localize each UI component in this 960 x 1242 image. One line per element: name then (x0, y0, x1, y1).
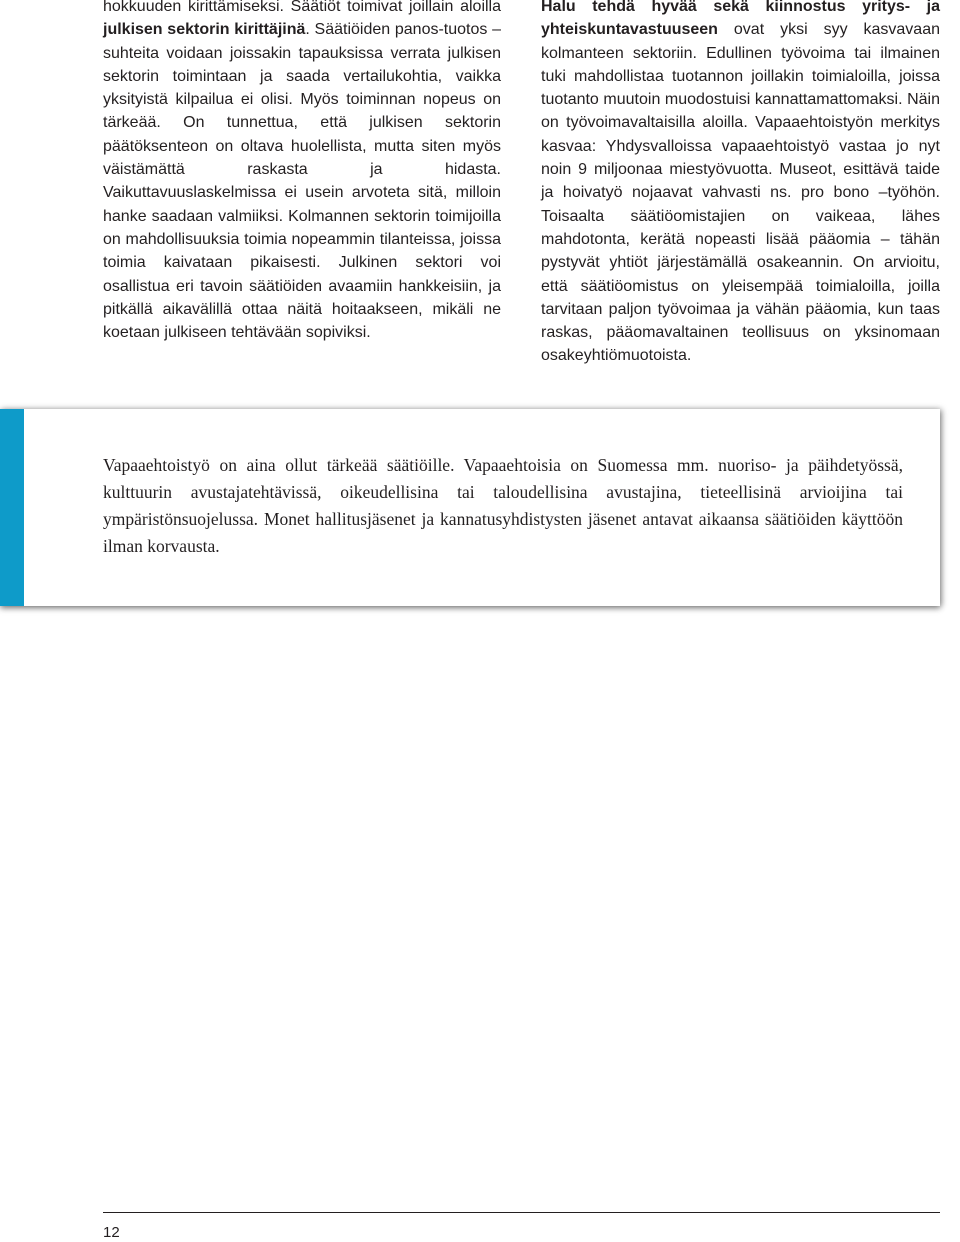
page-number: 12 (103, 1224, 120, 1241)
callout-text: Vapaaehtoistyö on aina ollut tärkeää säätiöille. Vapaaehtoisia on Suomessa mm. nuoriso- ja päihdetyössä, kulttuurin avustajatehtävissä, oikeudellisina tai taloudellisina avustajina, tieteellisinä arvioijina tai ympäristönsuojelussa. Monet hallitusjäsenet ja kannatusyhdistysten jäsenet antavat aikaansa säätiöiden käyttöön ilman korvausta. (103, 455, 903, 556)
right-column (541, 0, 940, 368)
left-paragraph-text-end: . Säätiöiden panos-tuotos –suhteita voidaan joissakin tapauksissa verrata julkisen sektorin toimintaan ja saada vertailukohtia, vaikka yksityistä kilpailua ei olisi. Myös toiminnan nopeus on tärkeää. On tunnettua, että julkisen sektorin päätöksenteon on oltava huolellista, mutta siten myös väistämättä raskasta ja hidasta. Vaikuttavuuslaskelmissa ei usein arvoteta sitä, milloin hanke saadaan valmiiksi. Kolmannen sektorin toimijoilla on mahdollisuuksia toimia nopeammin tilanteissa, joissa toimia kaivataan pikaisesti. Julkinen sektori voi osallistua eri tavoin säätiöiden avaamiin hankkeisiin, ja pitkällä aikavälillä ottaa näitä hoitaakseen, mikäli ne koetaan julkiseen tehtävään sopiviksi. (103, 21, 502, 342)
right-paragraph-body: ovat yksi syy kasvavaan kolmanteen sektoriin. Edullinen työvoima tai ilmainen tuki mahdollistaa tuotannon joillakin toimialoilla, joissa tuotanto muutoin muodostuisi kannattamattomaksi. Näin on työvoimavaltaisilla aloilla. Vapaaehtoistyön merkitys kasvaa: Yhdysvalloissa vapaaehtoistyö vastaa jo nyt noin 9 miljoonaa miestyövuotta. Museot, esittävä taide ja hoivatyö nojaavat vahvasti ns. pro bono –työhön. Toisaalta säätiöomistajien on vaikeaa, lähes mahdotonta, kerätä nopeasti lisää pääomia – tähän pystyvät yhtiöt järjestämällä osakeannin. On arvioitu, että säätiöomistus on yleisempää toimialoilla, joilla tarvitaan paljon työvoimaa ja vähän pääomia, kun taas raskas, pääomavaltainen teollisuus on yksinomaan osakeyhtiömuotoista. (541, 21, 940, 365)
footer-divider (103, 1212, 940, 1213)
left-column (103, 0, 501, 344)
highlighted-phrase: julkisen sektorin kirittäjinä (103, 21, 306, 39)
right-paragraph (541, 0, 940, 368)
section-lead-heading: Halu tehdä hyvää sekä kiinnostus yritys- ja yhteiskuntavastuuseen (541, 0, 940, 39)
left-paragraph-text-start: hokkuuden kirittämiseksi. Säätiöt toimivat joillain aloilla (103, 0, 501, 15)
left-paragraph (103, 0, 501, 344)
callout-accent-bar (0, 409, 24, 606)
quote-callout-box (0, 409, 940, 606)
